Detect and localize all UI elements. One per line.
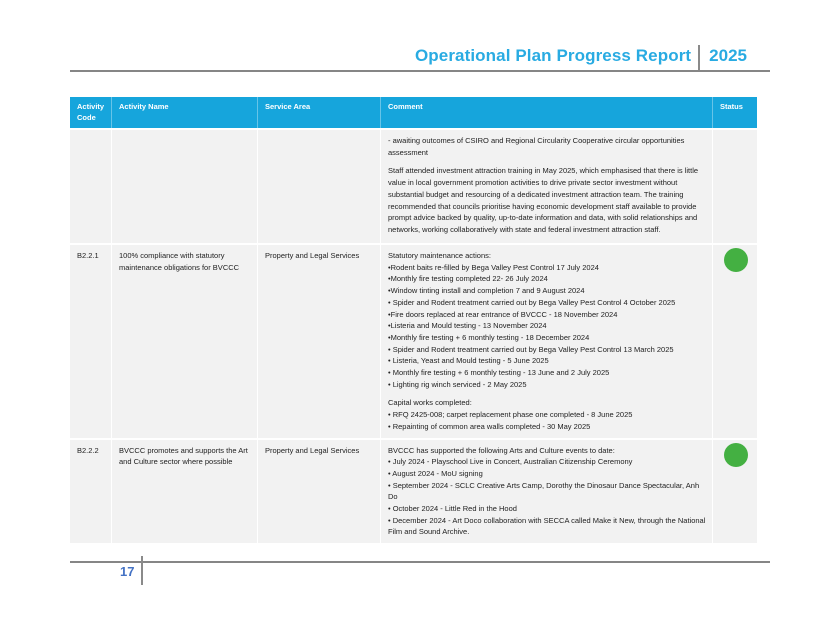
comment-paragraph	[388, 250, 706, 390]
status-indicator-green	[724, 443, 748, 467]
comment-line: • Spider and Rodent treatment carried out by Bega Valley Pest Control 13 March 2025	[388, 344, 674, 354]
footer-rule	[70, 561, 770, 563]
page-title: Operational Plan Progress Report	[414, 46, 692, 65]
comment-line: Capital works completed:	[388, 398, 472, 408]
activity-code-cell: B2.2.1	[70, 245, 112, 438]
page-number: 17	[120, 564, 135, 579]
comment-line: •Monthly fire testing completed 22- 26 July 2024	[388, 274, 548, 284]
activity-name-cell	[112, 130, 258, 243]
header-rule	[70, 70, 770, 72]
activity-code-cell	[70, 130, 112, 243]
comment-cell	[381, 440, 713, 544]
service-area-cell	[258, 130, 381, 243]
comment-line: •Rodent baits re-filled by Bega Valley Pest Control 17 July 2024	[388, 262, 599, 272]
comment-line: • September 2024 - SCLC Creative Arts Camp, Dorothy the Dinosaur Dance Spectacular, Anh Do	[388, 480, 700, 502]
status-cell	[713, 130, 757, 243]
comment-line: • Spider and Rodent treatment carried out by Bega Valley Pest Control 4 October 2025	[388, 297, 676, 307]
status-cell	[713, 245, 757, 438]
comment-paragraph	[388, 397, 706, 432]
comment-cell	[381, 245, 713, 438]
comment-line: • Monthly fire testing + 6 monthly testing - 13 June and 2 July 2025	[388, 368, 610, 378]
column-header-activity-name: Activity Name	[112, 97, 258, 128]
comment-line: •Monthly fire testing + 6 monthly testing - 18 December 2024	[388, 332, 590, 342]
status-indicator-green	[724, 248, 748, 272]
comment-line: - awaiting outcomes of CSIRO and Regional Circularity Cooperative circular opportunities assessment	[388, 136, 685, 157]
page-header	[415, 42, 747, 70]
comment-paragraph	[388, 445, 706, 539]
column-header-status: Status	[720, 102, 743, 111]
service-area-cell: Property and Legal Services	[258, 440, 381, 544]
activity-name-cell: BVCCC promotes and supports the Art and Culture sector where possible	[112, 440, 258, 544]
activity-code-cell: B2.2.2	[70, 440, 112, 544]
footer-divider	[141, 556, 143, 585]
comment-line: Statutory maintenance actions:	[388, 251, 491, 260]
header-divider	[698, 45, 700, 72]
comment-line: • December 2024 - Art Doco collaboration with SECCA called Make it New, through the National Film and Sound Archive.	[388, 515, 706, 537]
comment-line: BVCCC has supported the following Arts and Culture events to date:	[388, 445, 615, 455]
comment-paragraph	[388, 165, 706, 235]
comment-line: • Listeria, Yeast and Mould testing - 5 June 2025	[388, 356, 549, 366]
service-area-cell: Property and Legal Services	[258, 245, 381, 438]
table-body	[70, 128, 757, 543]
column-header-service-area: Service Area	[258, 97, 381, 128]
comment-line: • October 2024 - Little Red in the Hood	[388, 504, 517, 514]
comment-line: • RFQ 2425-008; carpet replacement phase one completed - 8 June 2025	[388, 410, 633, 420]
comment-line: •Window tinting install and completion 7 and 9 August 2024	[388, 286, 585, 296]
activity-name-cell: 100% compliance with statutory maintenance obligations for BVCCC	[112, 245, 258, 438]
comment-line: • August 2024 - MoU signing	[388, 468, 483, 478]
table-row	[70, 243, 757, 438]
comment-line: Staff attended investment attraction training in May 2025, which emphasised that there is little value in local government promotion activities to drive private sector investment without substantial budget and resourcing of a dedicated investment attraction team. The training recommended that councils prioritise having economic development staff available to provide prompt advice backed by quality, up-to-date information and data, with solid relationships and networks, working collaboratively with state and federal investment attraction staff.	[388, 166, 699, 234]
comment-paragraph	[388, 135, 706, 158]
comment-line: •Listeria and Mould testing - 13 November 2024	[388, 321, 547, 331]
column-header-activity-code: Activity Code	[70, 97, 112, 128]
comment-line: •Fire doors replaced at rear entrance of BVCCC - 18 November 2024	[388, 309, 618, 319]
comment-line: • Lighting rig winch serviced - 2 May 2025	[388, 379, 527, 389]
comment-cell	[381, 130, 713, 243]
table-row	[70, 128, 757, 243]
report-year: 2025	[709, 46, 747, 65]
comment-line: • Repainting of common area walls completed - 30 May 2025	[388, 421, 591, 431]
column-header-comment: Comment	[381, 97, 713, 128]
table-header-row	[70, 97, 757, 128]
status-cell	[713, 440, 757, 544]
comment-line: • July 2024 - Playschool Live in Concert, Australian Citizenship Ceremony	[388, 457, 633, 467]
table-row	[70, 438, 757, 544]
activity-table	[70, 97, 757, 543]
